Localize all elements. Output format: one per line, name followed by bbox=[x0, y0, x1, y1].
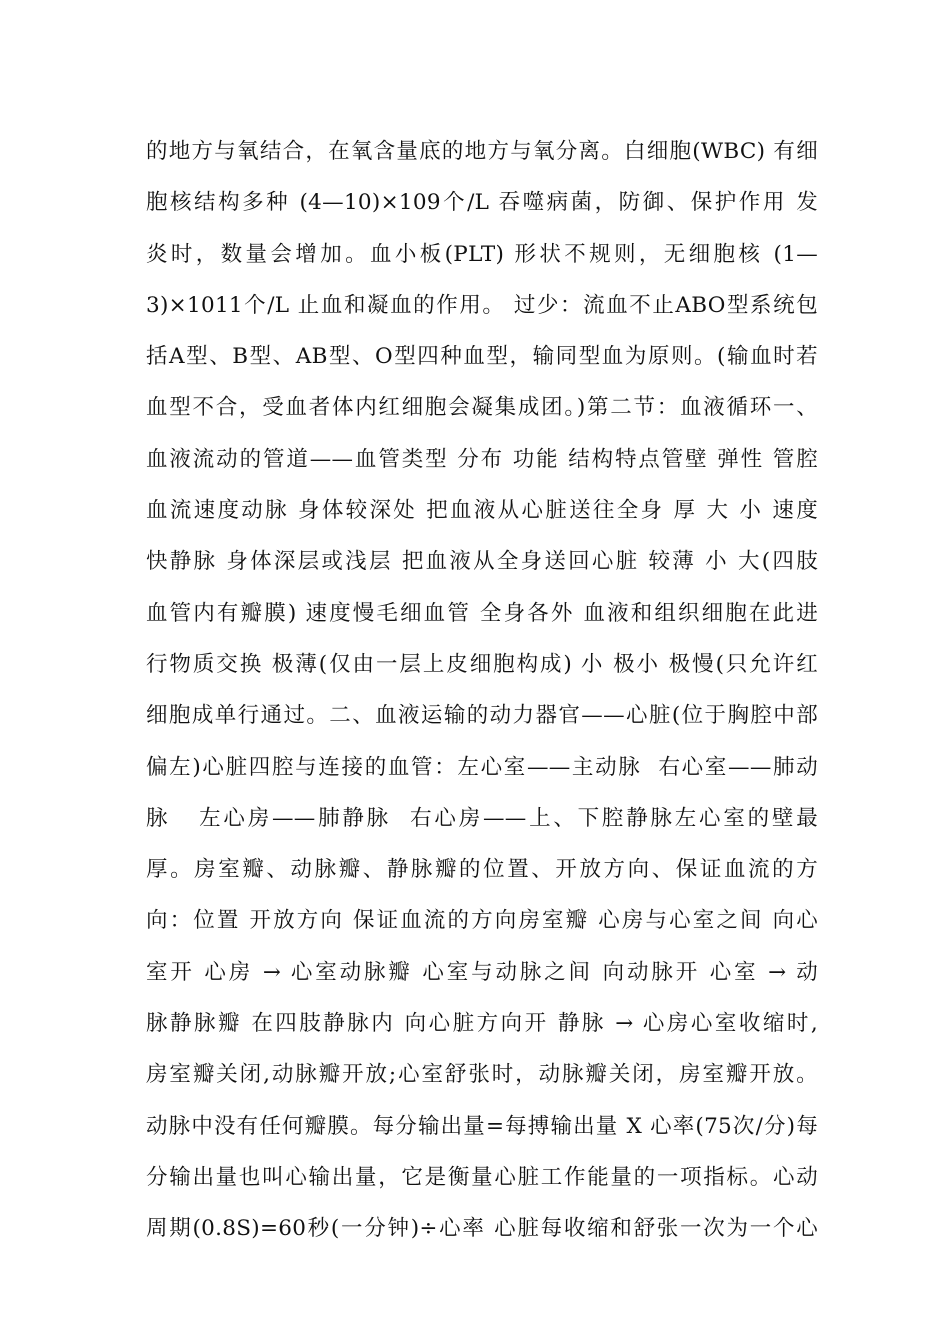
text-line: 分输出量也叫心输出量，它是衡量心脏工作能量的一项指标。心动 bbox=[146, 1164, 818, 1190]
body-text bbox=[146, 132, 818, 1261]
text-line: 的地方与氧结合，在氧含量底的地方与氧分离。白细胞(WBC) 有细 bbox=[146, 139, 818, 164]
text-line: 快静脉 身体深层或浅层 把血液从全身送回心脏 较薄 小 大(四肢 bbox=[146, 549, 818, 575]
text-line: 血管内有瓣膜) 速度慢毛细血管 全身各外 血液和组织细胞在此进 bbox=[146, 600, 818, 626]
text-line: 室开 心房 → 心室动脉瓣 心室与动脉之间 向动脉开 心室 → 动 bbox=[146, 959, 818, 985]
text-line: 厚。房室瓣、动脉瓣、静脉瓣的位置、开放方向、保证血流的方 bbox=[146, 857, 818, 883]
text-line: 行物质交换 极薄(仅由一层上皮细胞构成) 小 极小 极慢(只允许红 bbox=[146, 651, 818, 677]
text-line: 房室瓣关闭,动脉瓣开放;心室舒张时，动脉瓣关闭，房室瓣开放。 bbox=[146, 1062, 818, 1088]
text-line: 脉静脉瓣 在四肢静脉内 向心脏方向开 静脉 → 心房心室收缩时, bbox=[146, 1011, 818, 1037]
text-line: 3)×1011个/L 止血和凝血的作用。 过少：流血不止ABO型系统包 bbox=[146, 292, 818, 318]
text-line: 细胞成单行通过。二、血液运输的动力器官——心脏(位于胸腔中部 bbox=[146, 703, 818, 729]
text-line: 向：位置 开放方向 保证血流的方向房室瓣 心房与心室之间 向心 bbox=[146, 908, 818, 934]
text-line: 血流速度动脉 身体较深处 把血液从心脏送往全身 厚 大 小 速度 bbox=[146, 498, 818, 524]
text-line: 血型不合，受血者体内红细胞会凝集成团。)第二节：血液循环一、 bbox=[146, 395, 818, 421]
text-line: 动脉中没有任何瓣膜。每分输出量=每搏输出量 X 心率(75次/分)每 bbox=[146, 1113, 818, 1139]
text-line: 血液流动的管道——血管类型 分布 功能 结构特点管壁 弹性 管腔 bbox=[146, 446, 818, 472]
text-line: 炎时，数量会增加。血小板(PLT) 形状不规则，无细胞核 (1— bbox=[146, 241, 818, 267]
text-line: 脉 左心房——肺静脉 右心房——上、下腔静脉左心室的壁最 bbox=[146, 805, 818, 831]
text-line: 胞核结构多种 (4—10)×109个/L 吞噬病菌，防御、保护作用 发 bbox=[146, 190, 818, 216]
text-line: 周期(0.8S)=60秒(一分钟)÷心率 心脏每收缩和舒张一次为一个心 bbox=[146, 1216, 818, 1242]
text-line: 偏左)心脏四腔与连接的血管：左心室——主动脉 右心室——肺动 bbox=[146, 754, 818, 780]
text-line: 括A型、B型、AB型、O型四种血型，输同型血为原则。(输血时若 bbox=[146, 344, 818, 370]
